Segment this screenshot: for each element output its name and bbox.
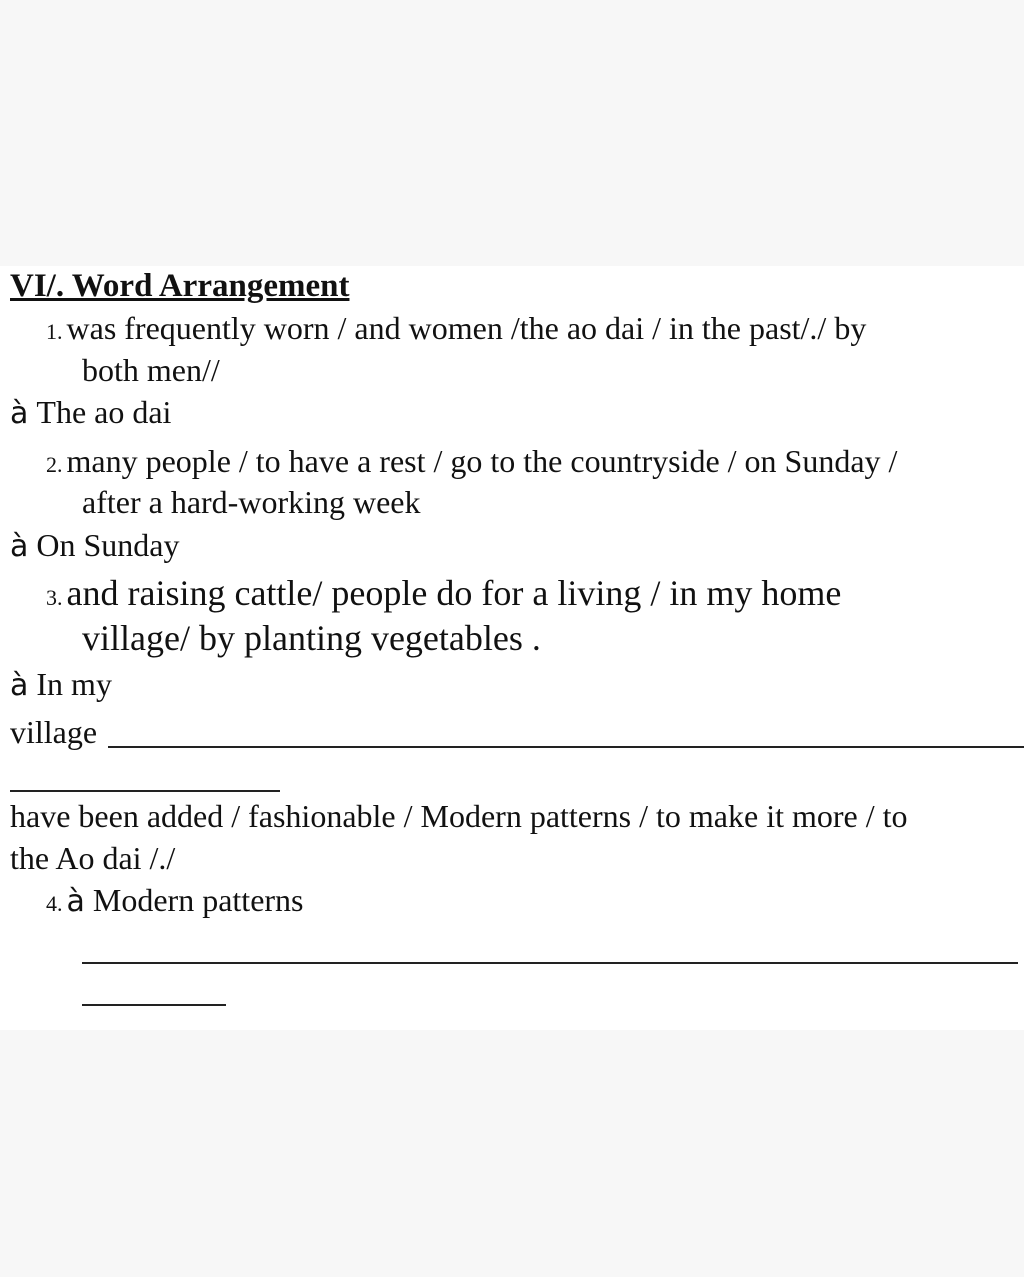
item-3-arrow: à [10, 668, 29, 703]
item-4-answer-start: Modern patterns [92, 882, 304, 918]
item-2-prompt-line2: after a hard-working week [82, 484, 421, 520]
item-3-answer-blank-2[interactable] [10, 790, 280, 792]
item-3-answer-blank[interactable] [108, 746, 1024, 748]
item-3-answer [10, 664, 112, 706]
item-3-answer-cont: village [10, 714, 98, 750]
item-4-number: 4. [46, 891, 63, 916]
item-3-prompt-line1: and raising cattle/ people do for a living / in my home [66, 573, 842, 613]
item-3-prompt-line2: village/ by planting vegetables . [82, 618, 541, 658]
item-2-answer [10, 525, 180, 567]
item-2-answer-start: On Sunday [36, 527, 180, 563]
item-4-answer-blank-2[interactable] [82, 1004, 226, 1006]
item-4-arrow: à [66, 884, 85, 919]
item-3-answer-start: In my [36, 666, 112, 702]
item-1-number: 1. [46, 319, 63, 344]
item-1-prompt [46, 308, 866, 352]
item-4-answer [46, 880, 304, 924]
item-1-arrow: à [10, 396, 29, 431]
item-1-answer-start: The ao dai [36, 394, 172, 430]
item-4-answer-blank[interactable] [82, 962, 1018, 964]
item-4-prompt-line2: the Ao dai /./ [10, 840, 176, 876]
item-4-prompt-line1: have been added / fashionable / Modern patterns / to make it more / to [10, 798, 908, 834]
item-2-prompt-line1: many people / to have a rest / go to the countryside / on Sunday / [66, 443, 898, 479]
item-1-prompt-line2: both men// [82, 352, 220, 388]
item-2-number: 2. [46, 452, 63, 477]
item-3-number: 3. [46, 585, 63, 610]
item-1-answer [10, 392, 171, 434]
item-2-prompt [46, 441, 897, 485]
section-title: VI/. Word Arrangement [10, 268, 350, 304]
item-1-prompt-line1: was frequently worn / and women /the ao dai / in the past/./ by [66, 310, 867, 346]
item-2-arrow: à [10, 529, 29, 564]
item-3-prompt [46, 573, 841, 618]
